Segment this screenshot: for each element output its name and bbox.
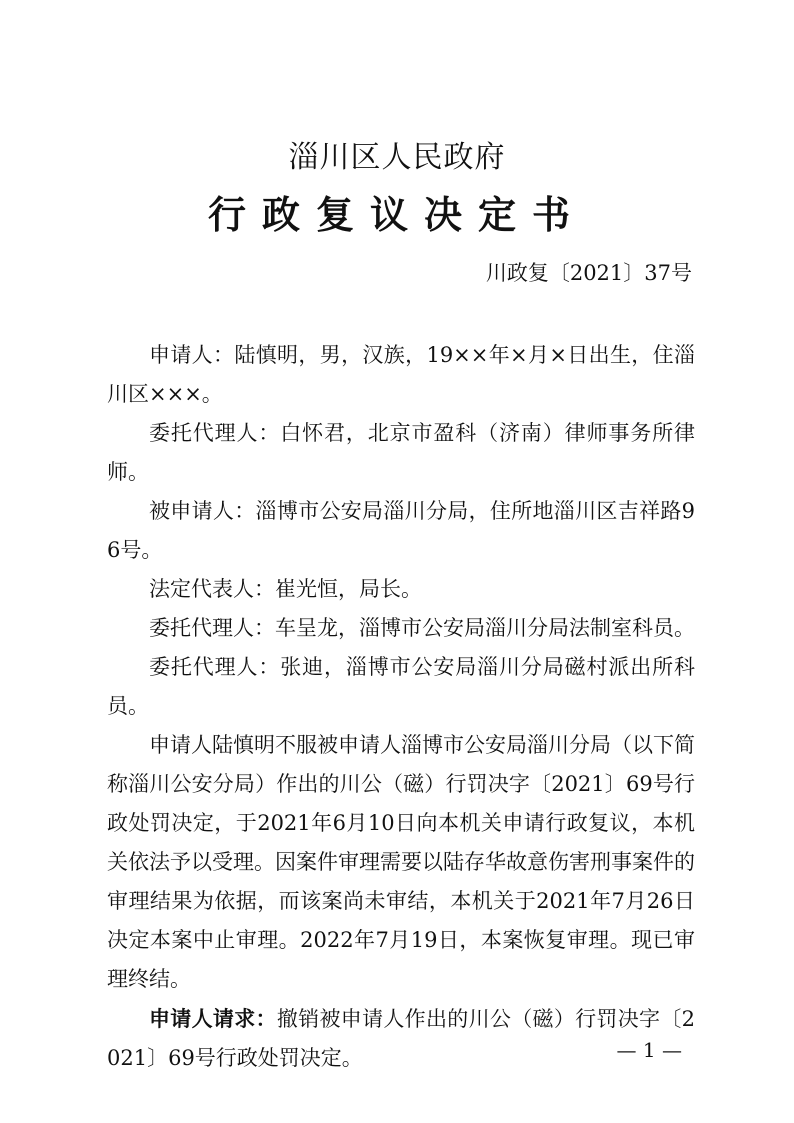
party-text: 淄博市公安局淄川分局，住所地淄川区吉祥路96号。: [107, 499, 696, 562]
case-background: 申请人陆慎明不服被申请人淄博市公安局淄川分局（以下简称淄川公安分局）作出的川公（磁）行罚决字〔2021〕69号行政处罚决定，于2021年6月10日向本机关申请行政复议，本机关依法予以受理。因案件审理需要以陆存华故意伤害刑事案件的审理结果为依据，而该案尚未审结，本机关于2021年7月26日决定本案中止审理。2022年7月19日，本案恢复审理。现已审理终结。: [107, 733, 695, 991]
request-label: 申请人请求：: [149, 1006, 277, 1031]
party-respondent-agent-2: [107, 648, 695, 726]
party-label: 申请人：: [149, 343, 235, 367]
page-number: — 1 —: [616, 1038, 682, 1062]
party-label: 委托代理人：: [149, 655, 281, 679]
party-text: 陆慎明，男，汉族，19××年×月×日出生，住淄川区×××。: [107, 343, 695, 406]
party-label: 被申请人：: [149, 499, 256, 523]
issuing-authority: 淄川区人民政府: [288, 140, 506, 175]
party-text: 张迪，淄博市公安局淄川分局磁村派出所科员。: [107, 655, 695, 718]
party-legal-representative: [107, 570, 695, 609]
applicant-request: [107, 999, 695, 1078]
party-label: 委托代理人：: [149, 421, 281, 445]
party-respondent-agent-1: [107, 609, 695, 648]
party-text: 车呈龙，淄博市公安局淄川分局法制室科员。: [275, 616, 695, 640]
party-applicant: [107, 336, 695, 414]
document-title: 行政复议决定书: [207, 192, 586, 237]
party-respondent: [107, 492, 695, 570]
party-text: 崔光恒，局长。: [275, 577, 422, 601]
document-body: [107, 336, 695, 1078]
request-text: 撤销被申请人作出的川公（磁）行罚决字〔2021〕69号行政处罚决定。: [107, 1007, 696, 1070]
party-applicant-agent: [107, 414, 695, 492]
document-number: 川政复〔2021〕37号: [485, 261, 692, 285]
party-label: 委托代理人：: [149, 616, 275, 640]
party-label: 法定代表人：: [149, 577, 275, 601]
party-text: 白怀君，北京市盈科（济南）律师事务所律师。: [107, 421, 695, 484]
